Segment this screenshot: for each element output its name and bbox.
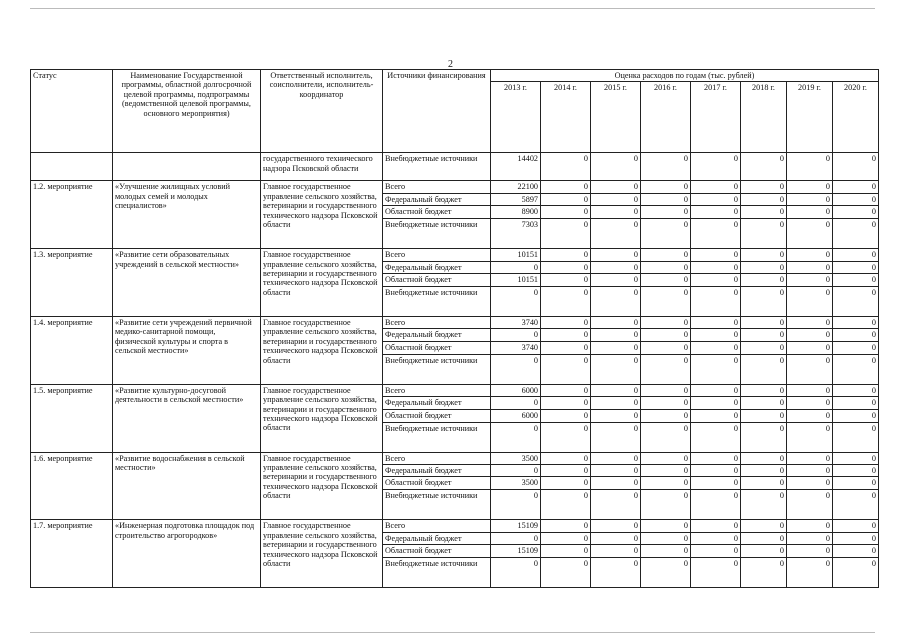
value-cell: 0 — [691, 193, 741, 205]
value-cell: 0 — [741, 287, 787, 317]
value-cell: 3500 — [491, 452, 541, 464]
measure-status: 1.4. мероприятие — [31, 317, 113, 385]
value-cell: 0 — [641, 274, 691, 287]
value-cell: 0 — [833, 384, 879, 396]
value-cell: 0 — [541, 465, 591, 477]
value-cell: 0 — [691, 397, 741, 409]
measure-status: 1.6. мероприятие — [31, 452, 113, 520]
value-cell: 0 — [787, 181, 833, 193]
value-cell: 0 — [641, 153, 691, 181]
value-cell: 0 — [541, 181, 591, 193]
source-cell: Федеральный бюджет — [383, 193, 491, 205]
value-cell: 0 — [491, 558, 541, 588]
value-cell: 0 — [691, 329, 741, 341]
value-cell: 0 — [833, 477, 879, 490]
value-cell: 0 — [833, 532, 879, 544]
value-cell: 0 — [541, 219, 591, 249]
measure-executor: Главное государственное управление сельского хозяйства, ветеринарии и государственного технического надзора Псковской области — [261, 249, 383, 317]
value-cell: 5897 — [491, 193, 541, 205]
value-cell: 0 — [591, 409, 641, 422]
value-cell: 0 — [833, 287, 879, 317]
measure-name: «Развитие культурно-досуговой деятельности в сельской местности» — [113, 384, 261, 452]
source-cell: Областной бюджет — [383, 409, 491, 422]
value-cell: 0 — [641, 261, 691, 273]
source-cell: Внебюджетные источники — [383, 153, 491, 181]
value-cell: 6000 — [491, 409, 541, 422]
value-cell: 8900 — [491, 206, 541, 219]
value-cell: 0 — [641, 452, 691, 464]
value-cell: 0 — [741, 477, 787, 490]
value-cell: 0 — [691, 490, 741, 520]
status-cell — [31, 153, 113, 181]
value-cell: 0 — [741, 520, 787, 532]
value-cell: 0 — [787, 409, 833, 422]
header-year: 2017 г. — [691, 82, 741, 153]
value-cell: 0 — [691, 181, 741, 193]
value-cell: 0 — [833, 153, 879, 181]
value-cell: 0 — [541, 261, 591, 273]
value-cell: 0 — [691, 384, 741, 396]
measure-name: «Развитие водоснабжения в сельской местности» — [113, 452, 261, 520]
value-cell: 0 — [591, 193, 641, 205]
measure-executor: Главное государственное управление сельского хозяйства, ветеринарии и государственного технического надзора Псковской области — [261, 181, 383, 249]
value-cell: 0 — [691, 452, 741, 464]
measure-row — [31, 317, 879, 329]
measure-executor: Главное государственное управление сельского хозяйства, ветеринарии и государственного технического надзора Псковской области — [261, 384, 383, 452]
value-cell: 0 — [691, 532, 741, 544]
value-cell: 0 — [833, 409, 879, 422]
value-cell: 0 — [591, 219, 641, 249]
value-cell: 0 — [833, 261, 879, 273]
value-cell: 0 — [691, 477, 741, 490]
value-cell: 0 — [541, 520, 591, 532]
value-cell: 0 — [787, 341, 833, 354]
value-cell: 0 — [741, 545, 787, 558]
value-cell: 0 — [741, 384, 787, 396]
value-cell: 0 — [833, 520, 879, 532]
value-cell: 0 — [787, 558, 833, 588]
header-year: 2020 г. — [833, 82, 879, 153]
header-name: Наименование Государственной программы, областной долгосрочной целевой программы, подпрограммы (ведомственной целевой программы, основного мероприятия) — [113, 70, 261, 153]
value-cell: 0 — [591, 465, 641, 477]
value-cell: 0 — [641, 520, 691, 532]
value-cell: 0 — [833, 465, 879, 477]
source-cell: Областной бюджет — [383, 206, 491, 219]
value-cell: 0 — [591, 532, 641, 544]
value-cell: 0 — [641, 422, 691, 452]
value-cell: 0 — [591, 341, 641, 354]
header-executor: Ответственный исполнитель, соисполнители, исполнитель-координатор — [261, 70, 383, 153]
measure-row — [31, 520, 879, 532]
value-cell: 0 — [491, 397, 541, 409]
value-cell: 0 — [491, 532, 541, 544]
value-cell: 0 — [833, 354, 879, 384]
value-cell: 0 — [541, 558, 591, 588]
value-cell: 0 — [641, 558, 691, 588]
value-cell: 0 — [641, 329, 691, 341]
value-cell: 0 — [691, 287, 741, 317]
value-cell: 0 — [787, 153, 833, 181]
value-cell: 0 — [491, 465, 541, 477]
value-cell: 0 — [541, 397, 591, 409]
value-cell: 0 — [787, 490, 833, 520]
value-cell: 0 — [741, 465, 787, 477]
value-cell: 0 — [641, 206, 691, 219]
measure-status: 1.7. мероприятие — [31, 520, 113, 588]
source-cell: Всего — [383, 249, 491, 261]
header-year: 2016 г. — [641, 82, 691, 153]
value-cell: 0 — [691, 261, 741, 273]
value-cell: 0 — [787, 249, 833, 261]
value-cell: 0 — [787, 274, 833, 287]
budget-table — [30, 69, 879, 588]
value-cell: 0 — [591, 545, 641, 558]
value-cell: 0 — [741, 219, 787, 249]
header-status: Статус — [31, 70, 113, 153]
value-cell: 14402 — [491, 153, 541, 181]
source-cell: Федеральный бюджет — [383, 465, 491, 477]
value-cell: 0 — [833, 397, 879, 409]
value-cell: 0 — [591, 274, 641, 287]
value-cell: 0 — [641, 532, 691, 544]
header-year: 2018 г. — [741, 82, 787, 153]
value-cell: 0 — [691, 274, 741, 287]
value-cell: 0 — [641, 287, 691, 317]
measure-status: 1.3. мероприятие — [31, 249, 113, 317]
value-cell: 0 — [833, 422, 879, 452]
value-cell: 0 — [741, 354, 787, 384]
value-cell: 0 — [833, 452, 879, 464]
value-cell: 10151 — [491, 249, 541, 261]
measure-executor: Главное государственное управление сельского хозяйства, ветеринарии и государственного технического надзора Псковской области — [261, 520, 383, 588]
value-cell: 0 — [541, 206, 591, 219]
value-cell: 0 — [541, 193, 591, 205]
value-cell: 0 — [591, 287, 641, 317]
value-cell: 0 — [833, 490, 879, 520]
value-cell: 0 — [741, 193, 787, 205]
value-cell: 0 — [641, 465, 691, 477]
value-cell: 0 — [541, 354, 591, 384]
value-cell: 0 — [541, 274, 591, 287]
measure-row — [31, 384, 879, 396]
measure-executor: Главное государственное управление сельского хозяйства, ветеринарии и государственного технического надзора Псковской области — [261, 452, 383, 520]
value-cell: 0 — [787, 397, 833, 409]
value-cell: 0 — [787, 384, 833, 396]
measure-status: 1.2. мероприятие — [31, 181, 113, 249]
source-cell: Областной бюджет — [383, 477, 491, 490]
value-cell: 0 — [591, 452, 641, 464]
value-cell: 0 — [491, 287, 541, 317]
name-cell — [113, 153, 261, 181]
header-estimate: Оценка расходов по годам (тыс. рублей) — [491, 70, 879, 82]
value-cell: 0 — [541, 384, 591, 396]
value-cell: 0 — [541, 317, 591, 329]
value-cell: 0 — [741, 206, 787, 219]
value-cell: 0 — [541, 153, 591, 181]
value-cell: 0 — [787, 452, 833, 464]
value-cell: 0 — [641, 409, 691, 422]
value-cell: 0 — [691, 354, 741, 384]
value-cell: 0 — [691, 465, 741, 477]
source-cell: Всего — [383, 452, 491, 464]
source-cell: Федеральный бюджет — [383, 397, 491, 409]
value-cell: 0 — [741, 329, 787, 341]
source-cell: Внебюджетные источники — [383, 422, 491, 452]
value-cell: 0 — [691, 219, 741, 249]
source-cell: Областной бюджет — [383, 545, 491, 558]
value-cell: 0 — [741, 249, 787, 261]
executor-cell: государственного технического надзора Псковской области — [261, 153, 383, 181]
measure-name: «Развитие сети учреждений первичной медико-санитарной помощи, физической культуры и спорта в сельской местности» — [113, 317, 261, 385]
value-cell: 0 — [591, 558, 641, 588]
value-cell: 0 — [691, 317, 741, 329]
value-cell: 0 — [833, 193, 879, 205]
value-cell: 3500 — [491, 477, 541, 490]
value-cell: 0 — [691, 558, 741, 588]
source-cell: Всего — [383, 384, 491, 396]
header-sources: Источники финансирования — [383, 70, 491, 153]
scan-edge-top — [30, 8, 875, 9]
value-cell: 0 — [641, 181, 691, 193]
value-cell: 0 — [691, 249, 741, 261]
value-cell: 0 — [787, 317, 833, 329]
value-cell: 0 — [787, 354, 833, 384]
value-cell: 15109 — [491, 520, 541, 532]
page-number: 2 — [448, 59, 453, 70]
value-cell: 0 — [491, 354, 541, 384]
source-cell: Федеральный бюджет — [383, 532, 491, 544]
source-cell: Всего — [383, 181, 491, 193]
value-cell: 0 — [591, 329, 641, 341]
value-cell: 0 — [591, 206, 641, 219]
value-cell: 0 — [741, 452, 787, 464]
value-cell: 3740 — [491, 317, 541, 329]
value-cell: 15109 — [491, 545, 541, 558]
source-cell: Областной бюджет — [383, 274, 491, 287]
source-cell: Всего — [383, 317, 491, 329]
value-cell: 0 — [591, 422, 641, 452]
value-cell: 0 — [641, 341, 691, 354]
source-cell: Внебюджетные источники — [383, 354, 491, 384]
value-cell: 0 — [787, 329, 833, 341]
value-cell: 0 — [591, 317, 641, 329]
value-cell: 0 — [833, 317, 879, 329]
value-cell: 0 — [833, 206, 879, 219]
source-cell: Внебюджетные источники — [383, 490, 491, 520]
value-cell: 0 — [741, 490, 787, 520]
measure-executor: Главное государственное управление сельского хозяйства, ветеринарии и государственного технического надзора Псковской области — [261, 317, 383, 385]
value-cell: 0 — [833, 329, 879, 341]
value-cell: 0 — [741, 317, 787, 329]
value-cell: 0 — [833, 558, 879, 588]
value-cell: 7303 — [491, 219, 541, 249]
value-cell: 10151 — [491, 274, 541, 287]
value-cell: 0 — [641, 249, 691, 261]
measure-name: «Инженерная подготовка площадок под строительство агрогородков» — [113, 520, 261, 588]
value-cell: 22100 — [491, 181, 541, 193]
value-cell: 0 — [741, 532, 787, 544]
value-cell: 0 — [787, 219, 833, 249]
value-cell: 0 — [591, 249, 641, 261]
value-cell: 0 — [691, 422, 741, 452]
value-cell: 0 — [691, 206, 741, 219]
value-cell: 0 — [541, 409, 591, 422]
value-cell: 0 — [491, 329, 541, 341]
value-cell: 0 — [787, 520, 833, 532]
measure-row — [31, 181, 879, 193]
value-cell: 0 — [833, 341, 879, 354]
source-cell: Федеральный бюджет — [383, 261, 491, 273]
value-cell: 0 — [787, 532, 833, 544]
value-cell: 0 — [741, 397, 787, 409]
value-cell: 0 — [491, 490, 541, 520]
source-cell: Всего — [383, 520, 491, 532]
value-cell: 0 — [591, 477, 641, 490]
measure-name: «Улучшение жилищных условий молодых семей и молодых специалистов» — [113, 181, 261, 249]
value-cell: 0 — [591, 153, 641, 181]
value-cell: 0 — [787, 287, 833, 317]
continuation-row — [31, 153, 879, 181]
header-year: 2014 г. — [541, 82, 591, 153]
value-cell: 0 — [641, 477, 691, 490]
value-cell: 0 — [741, 422, 787, 452]
value-cell: 0 — [741, 341, 787, 354]
source-cell: Внебюджетные источники — [383, 558, 491, 588]
source-cell: Внебюджетные источники — [383, 219, 491, 249]
value-cell: 0 — [691, 545, 741, 558]
source-cell: Внебюджетные источники — [383, 287, 491, 317]
measure-row — [31, 249, 879, 261]
value-cell: 0 — [641, 490, 691, 520]
value-cell: 0 — [491, 422, 541, 452]
value-cell: 0 — [787, 422, 833, 452]
value-cell: 3740 — [491, 341, 541, 354]
value-cell: 0 — [691, 153, 741, 181]
value-cell: 0 — [691, 409, 741, 422]
value-cell: 0 — [641, 384, 691, 396]
measure-name: «Развитие сети образовательных учреждений в сельской местности» — [113, 249, 261, 317]
measure-row — [31, 452, 879, 464]
header-year: 2015 г. — [591, 82, 641, 153]
table-body — [31, 153, 879, 588]
header-year: 2019 г. — [787, 82, 833, 153]
source-cell: Федеральный бюджет — [383, 329, 491, 341]
value-cell: 0 — [641, 219, 691, 249]
value-cell: 0 — [691, 520, 741, 532]
value-cell: 0 — [641, 354, 691, 384]
value-cell: 0 — [591, 520, 641, 532]
value-cell: 0 — [541, 452, 591, 464]
value-cell: 0 — [591, 384, 641, 396]
value-cell: 0 — [541, 287, 591, 317]
value-cell: 0 — [491, 261, 541, 273]
value-cell: 0 — [787, 261, 833, 273]
value-cell: 0 — [833, 249, 879, 261]
value-cell: 0 — [833, 274, 879, 287]
value-cell: 0 — [591, 397, 641, 409]
value-cell: 0 — [541, 545, 591, 558]
value-cell: 0 — [833, 219, 879, 249]
value-cell: 0 — [541, 532, 591, 544]
value-cell: 0 — [591, 490, 641, 520]
value-cell: 0 — [591, 181, 641, 193]
scan-edge-bottom — [30, 632, 875, 633]
value-cell: 0 — [787, 545, 833, 558]
value-cell: 0 — [741, 409, 787, 422]
value-cell: 0 — [833, 545, 879, 558]
value-cell: 0 — [641, 397, 691, 409]
value-cell: 0 — [591, 354, 641, 384]
value-cell: 0 — [641, 193, 691, 205]
value-cell: 0 — [541, 329, 591, 341]
value-cell: 0 — [787, 193, 833, 205]
value-cell: 0 — [541, 490, 591, 520]
value-cell: 0 — [741, 558, 787, 588]
value-cell: 0 — [641, 317, 691, 329]
value-cell: 0 — [833, 181, 879, 193]
value-cell: 0 — [541, 422, 591, 452]
value-cell: 0 — [541, 341, 591, 354]
value-cell: 0 — [741, 261, 787, 273]
value-cell: 0 — [787, 465, 833, 477]
value-cell: 0 — [787, 206, 833, 219]
measure-status: 1.5. мероприятие — [31, 384, 113, 452]
value-cell: 6000 — [491, 384, 541, 396]
value-cell: 0 — [641, 545, 691, 558]
value-cell: 0 — [741, 181, 787, 193]
source-cell: Областной бюджет — [383, 341, 491, 354]
value-cell: 0 — [541, 249, 591, 261]
value-cell: 0 — [541, 477, 591, 490]
header-year: 2013 г. — [491, 82, 541, 153]
value-cell: 0 — [591, 261, 641, 273]
value-cell: 0 — [741, 153, 787, 181]
value-cell: 0 — [691, 341, 741, 354]
value-cell: 0 — [787, 477, 833, 490]
value-cell: 0 — [741, 274, 787, 287]
